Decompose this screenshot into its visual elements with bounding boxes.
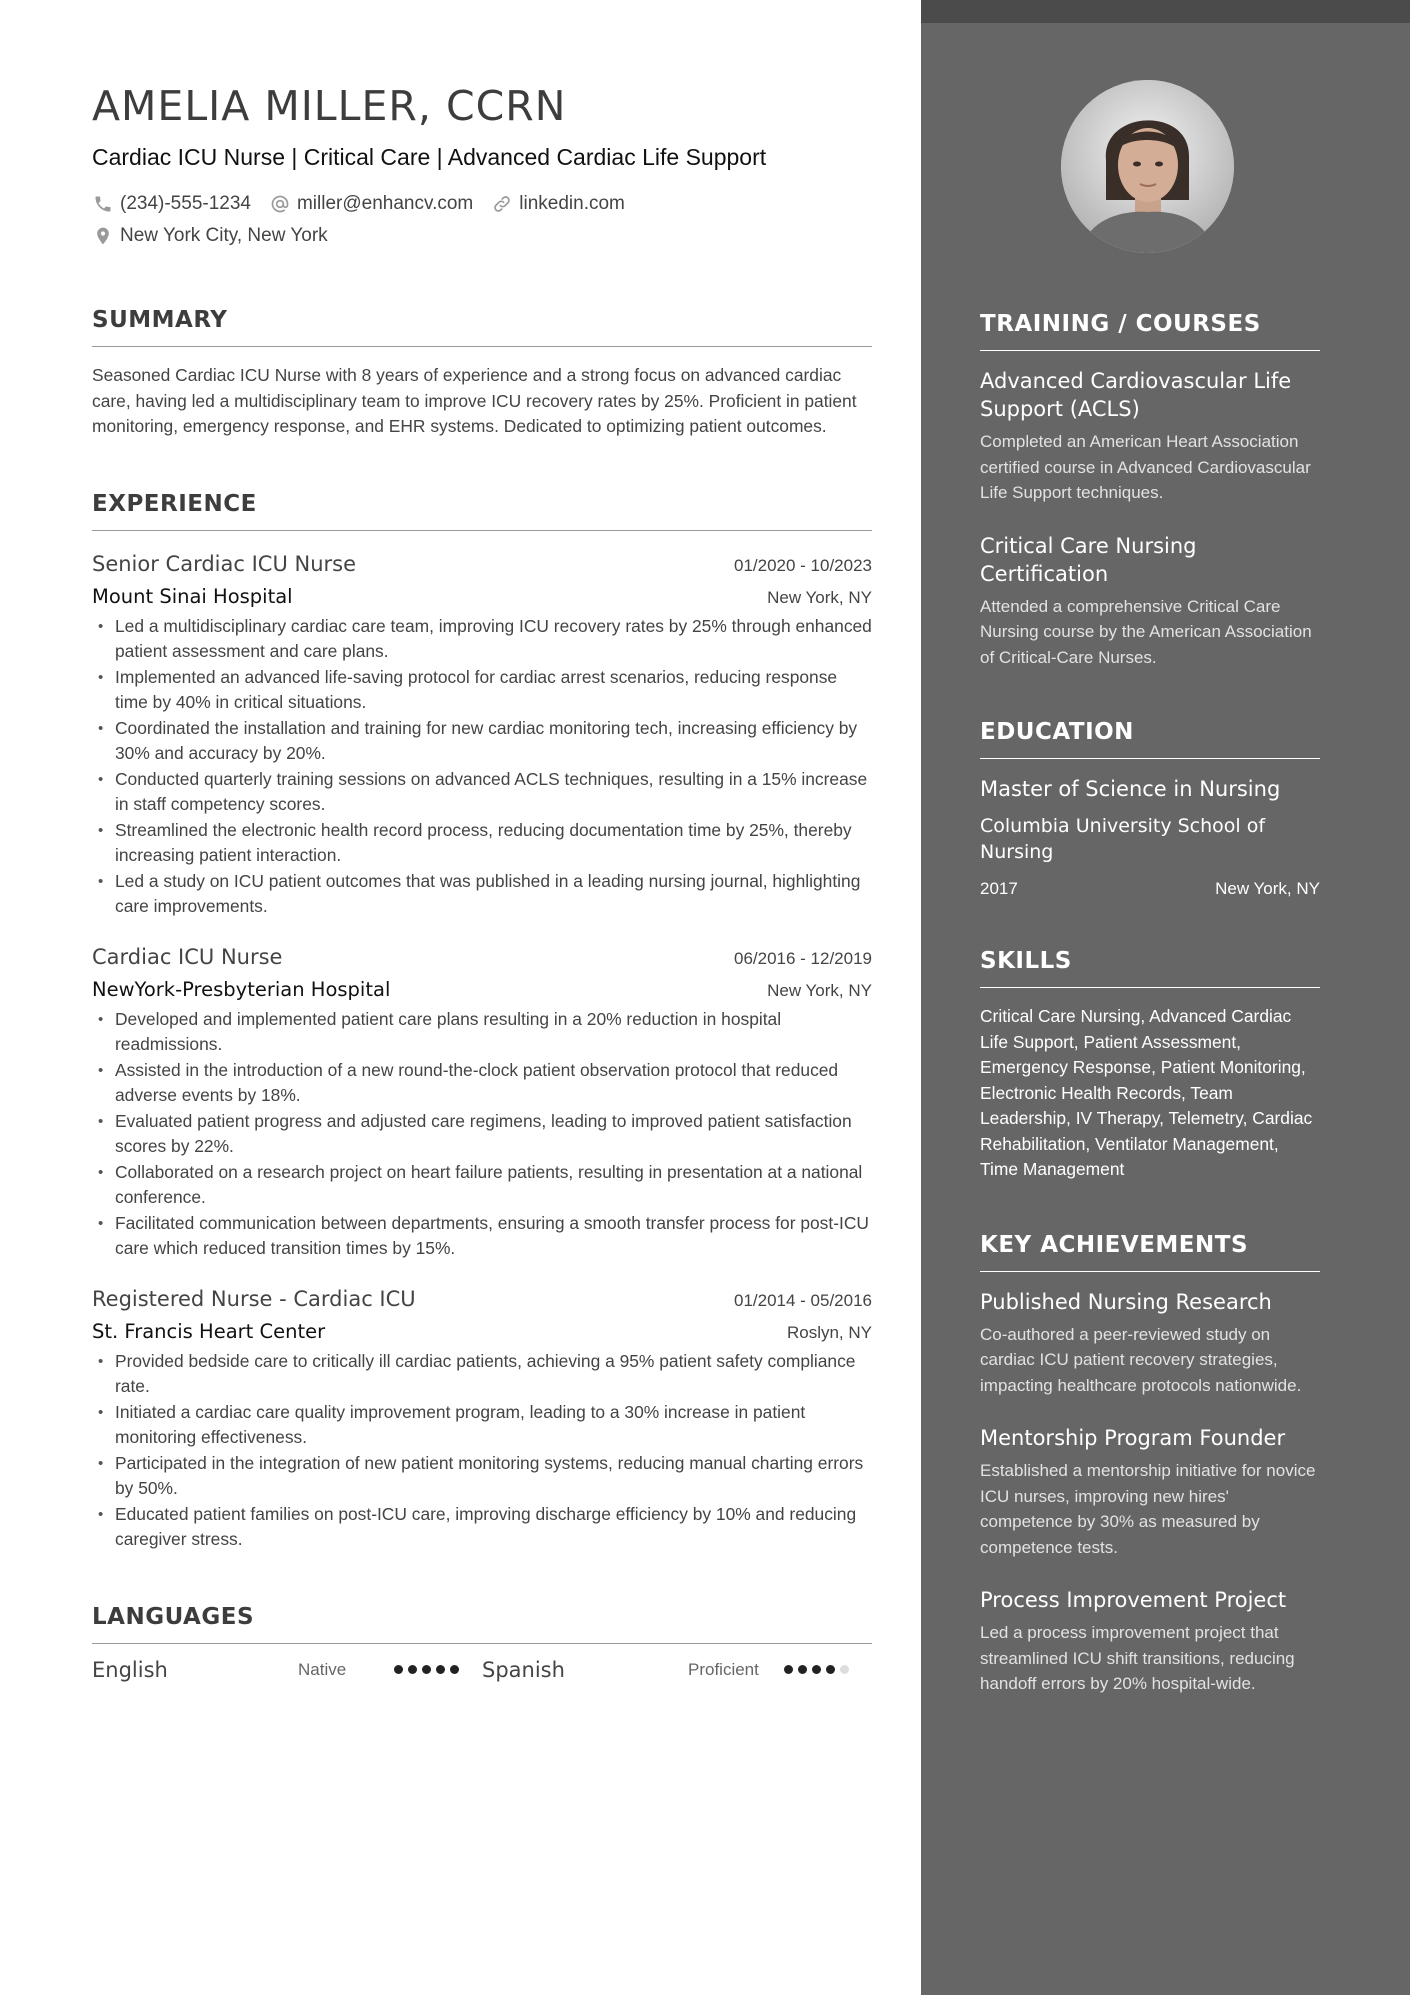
experience-title: EXPERIENCE bbox=[92, 490, 872, 531]
training-item-desc: Completed an American Heart Association certified course in Advanced Cardiovascular Life Support techniques. bbox=[980, 432, 1311, 502]
job-bullet: • Participated in the integration of new patient monitoring systems, reducing manual charting errors by 50%. bbox=[92, 1451, 872, 1502]
job-bullet: • Initiated a cardiac care quality improvement program, leading to a 30% increase in patient monitoring effectiveness. bbox=[92, 1400, 872, 1451]
achievement-title: Mentorship Program Founder bbox=[980, 1426, 1286, 1450]
job-title: Registered Nurse - Cardiac ICU bbox=[92, 1286, 416, 1311]
training-section bbox=[980, 310, 1320, 670]
skills-text: Critical Care Nursing, Advanced Cardiac Life Support, Patient Assessment, Emergency Response, Patient Monitoring, Electronic Health Records, Team Leadership, IV Therapy, Telemetry, Cardiac Rehabilitation, Ventilator Management, Time Management bbox=[980, 1006, 1313, 1179]
job-company: NewYork-Presbyterian Hospital bbox=[92, 977, 391, 1001]
training-item-desc: Attended a comprehensive Critical Care Nursing course by the American Association of Critical-Care Nurses. bbox=[980, 596, 1312, 667]
job-location: Roslyn, NY bbox=[786, 1322, 872, 1342]
education-year: 2017 bbox=[980, 879, 1018, 898]
education-location: New York, NY bbox=[1215, 879, 1320, 898]
sidebar-content bbox=[980, 310, 1320, 1697]
experience-section bbox=[92, 490, 872, 1553]
rating-dot-filled bbox=[784, 1665, 793, 1674]
summary-title: SUMMARY bbox=[92, 306, 872, 347]
rating-dot-filled bbox=[826, 1665, 835, 1674]
job-bullet: • Facilitated communication between departments, ensuring a smooth transfer process for post-ICU care which reduced transition times by 15%. bbox=[92, 1211, 872, 1262]
job-bullet: • Implemented an advanced life-saving protocol for cardiac arrest scenarios, reducing response time by 40% in critical situations. bbox=[92, 665, 872, 716]
job-bullet: • Educated patient families on post-ICU care, improving discharge efficiency by 10% and reducing caregiver stress. bbox=[92, 1502, 872, 1553]
linkedin-text: linkedin.com bbox=[519, 193, 625, 214]
skills-title: SKILLS bbox=[980, 947, 1320, 988]
job-bullet: • Led a multidisciplinary cardiac care team, improving ICU recovery rates by 25% through enhanced patient assessment and care plans. bbox=[92, 614, 872, 665]
portrait-illustration bbox=[1061, 80, 1234, 253]
language-name: English bbox=[92, 1657, 168, 1682]
job-dates: 01/2014 - 05/2016 bbox=[733, 1290, 872, 1310]
education-title: EDUCATION bbox=[980, 718, 1320, 759]
phone-icon bbox=[92, 193, 114, 215]
achievements-section bbox=[980, 1231, 1320, 1697]
language-rating bbox=[394, 1665, 459, 1674]
experience-item bbox=[92, 1284, 872, 1553]
training-item-title: Advanced Cardiovascular Life Support (ACLS) bbox=[980, 369, 1292, 421]
job-bullet: • Assisted in the introduction of a new round-the-clock patient observation protocol that reduced adverse events by 18%. bbox=[92, 1058, 872, 1109]
language-item bbox=[92, 1658, 482, 1682]
job-company: St. Francis Heart Center bbox=[92, 1319, 326, 1343]
contact-phone[interactable] bbox=[92, 188, 251, 220]
training-item bbox=[980, 532, 1320, 671]
job-location: New York, NY bbox=[767, 587, 872, 607]
contact-list bbox=[92, 188, 792, 252]
education-degree: Master of Science in Nursing bbox=[980, 777, 1281, 801]
location-text: New York City, New York bbox=[120, 225, 328, 246]
location-pin-icon bbox=[92, 225, 114, 247]
job-bullet: • Led a study on ICU patient outcomes that was published in a leading nursing journal, highlighting care improvements. bbox=[92, 869, 872, 920]
experience-item bbox=[92, 549, 872, 920]
job-dates: 01/2020 - 10/2023 bbox=[733, 555, 872, 575]
achievement-item bbox=[980, 1424, 1320, 1560]
contact-email[interactable] bbox=[269, 188, 473, 220]
achievement-desc: Established a mentorship initiative for novice ICU nurses, improving new hires' competence by 30% as measured by competence tests. bbox=[980, 1461, 1316, 1557]
email-text: miller@enhancv.com bbox=[296, 193, 474, 214]
experience-item bbox=[92, 942, 872, 1262]
rating-dot-filled bbox=[450, 1665, 459, 1674]
job-bullet: • Streamlined the electronic health record process, reducing documentation time by 25%, thereby increasing patient interaction. bbox=[92, 818, 872, 869]
rating-dot-filled bbox=[394, 1665, 403, 1674]
job-bullets bbox=[92, 614, 872, 920]
rating-dot-empty bbox=[840, 1665, 849, 1674]
achievement-desc: Co-authored a peer-reviewed study on cardiac ICU patient recovery strategies, impacting healthcare protocols nationwide. bbox=[980, 1324, 1302, 1395]
languages-section bbox=[92, 1603, 872, 1682]
training-item bbox=[980, 367, 1320, 506]
profile-photo bbox=[1061, 80, 1234, 253]
achievement-item bbox=[980, 1586, 1320, 1697]
language-rating bbox=[784, 1665, 849, 1674]
education-school: Columbia University School of Nursing bbox=[980, 815, 1266, 863]
achievement-item bbox=[980, 1288, 1320, 1399]
contact-linkedin[interactable] bbox=[491, 188, 625, 220]
job-company: Mount Sinai Hospital bbox=[92, 584, 293, 608]
link-icon bbox=[491, 193, 513, 215]
language-item bbox=[482, 1658, 872, 1682]
main-inner bbox=[92, 82, 872, 1682]
rating-dot-filled bbox=[798, 1665, 807, 1674]
language-name: Spanish bbox=[482, 1657, 565, 1682]
job-bullet: • Conducted quarterly training sessions on advanced ACLS techniques, resulting in a 15% increase in staff competency scores. bbox=[92, 767, 872, 818]
headline: Cardiac ICU Nurse | Critical Care | Advanced Cardiac Life Support bbox=[92, 144, 767, 170]
languages-title: LANGUAGES bbox=[92, 1603, 872, 1644]
training-title: TRAINING / COURSES bbox=[980, 310, 1320, 351]
rating-dot-filled bbox=[812, 1665, 821, 1674]
at-icon bbox=[269, 193, 291, 215]
summary-section bbox=[92, 306, 872, 440]
contact-location bbox=[92, 220, 328, 252]
achievement-desc: Led a process improvement project that streamlined ICU shift transitions, reducing handoff errors by 20% hospital-wide. bbox=[980, 1623, 1295, 1693]
sidebar-top-bar bbox=[921, 0, 1410, 23]
job-bullet: • Coordinated the installation and training for new cardiac monitoring tech, increasing efficiency by 30% and accuracy by 20%. bbox=[92, 716, 872, 767]
job-bullets bbox=[92, 1349, 872, 1553]
job-title: Senior Cardiac ICU Nurse bbox=[92, 551, 357, 576]
language-level: Proficient bbox=[688, 1659, 759, 1679]
training-item-title: Critical Care Nursing Certification bbox=[980, 533, 1197, 586]
job-dates: 06/2016 - 12/2019 bbox=[733, 948, 872, 968]
job-bullet: • Evaluated patient progress and adjusted care regimens, leading to improved patient satisfaction scores by 22%. bbox=[92, 1109, 872, 1160]
education-section bbox=[980, 718, 1320, 899]
language-list bbox=[92, 1658, 872, 1682]
skills-section bbox=[980, 947, 1320, 1183]
job-title: Cardiac ICU Nurse bbox=[92, 944, 283, 969]
rating-dot-filled bbox=[436, 1665, 445, 1674]
job-bullets bbox=[92, 1007, 872, 1262]
language-level: Native bbox=[298, 1659, 347, 1679]
education-item bbox=[980, 775, 1320, 899]
summary-text: Seasoned Cardiac ICU Nurse with 8 years of experience and a strong focus on advanced cardiac care, having led a multidisciplinary team to improve ICU recovery rates by 25%. Proficient in patient monitoring, emergency response, and EHR systems. Dedicated to optimizing patient outcomes. bbox=[92, 365, 857, 436]
achievements-title: KEY ACHIEVEMENTS bbox=[980, 1231, 1320, 1272]
sidebar bbox=[921, 0, 1410, 1995]
candidate-name: AMELIA MILLER, CCRN bbox=[92, 82, 567, 130]
job-bullet: • Provided bedside care to critically ill cardiac patients, achieving a 95% patient safety compliance rate. bbox=[92, 1349, 872, 1400]
rating-dot-filled bbox=[408, 1665, 417, 1674]
job-location: New York, NY bbox=[767, 980, 872, 1000]
achievement-title: Published Nursing Research bbox=[980, 1289, 1272, 1314]
rating-dot-filled bbox=[422, 1665, 431, 1674]
job-bullet: • Collaborated on a research project on heart failure patients, resulting in presentation at a national conference. bbox=[92, 1160, 872, 1211]
phone-text: (234)-555-1234 bbox=[120, 193, 251, 214]
achievement-title: Process Improvement Project bbox=[980, 1588, 1287, 1612]
job-bullet: • Developed and implemented patient care plans resulting in a 20% reduction in hospital readmissions. bbox=[92, 1007, 872, 1058]
